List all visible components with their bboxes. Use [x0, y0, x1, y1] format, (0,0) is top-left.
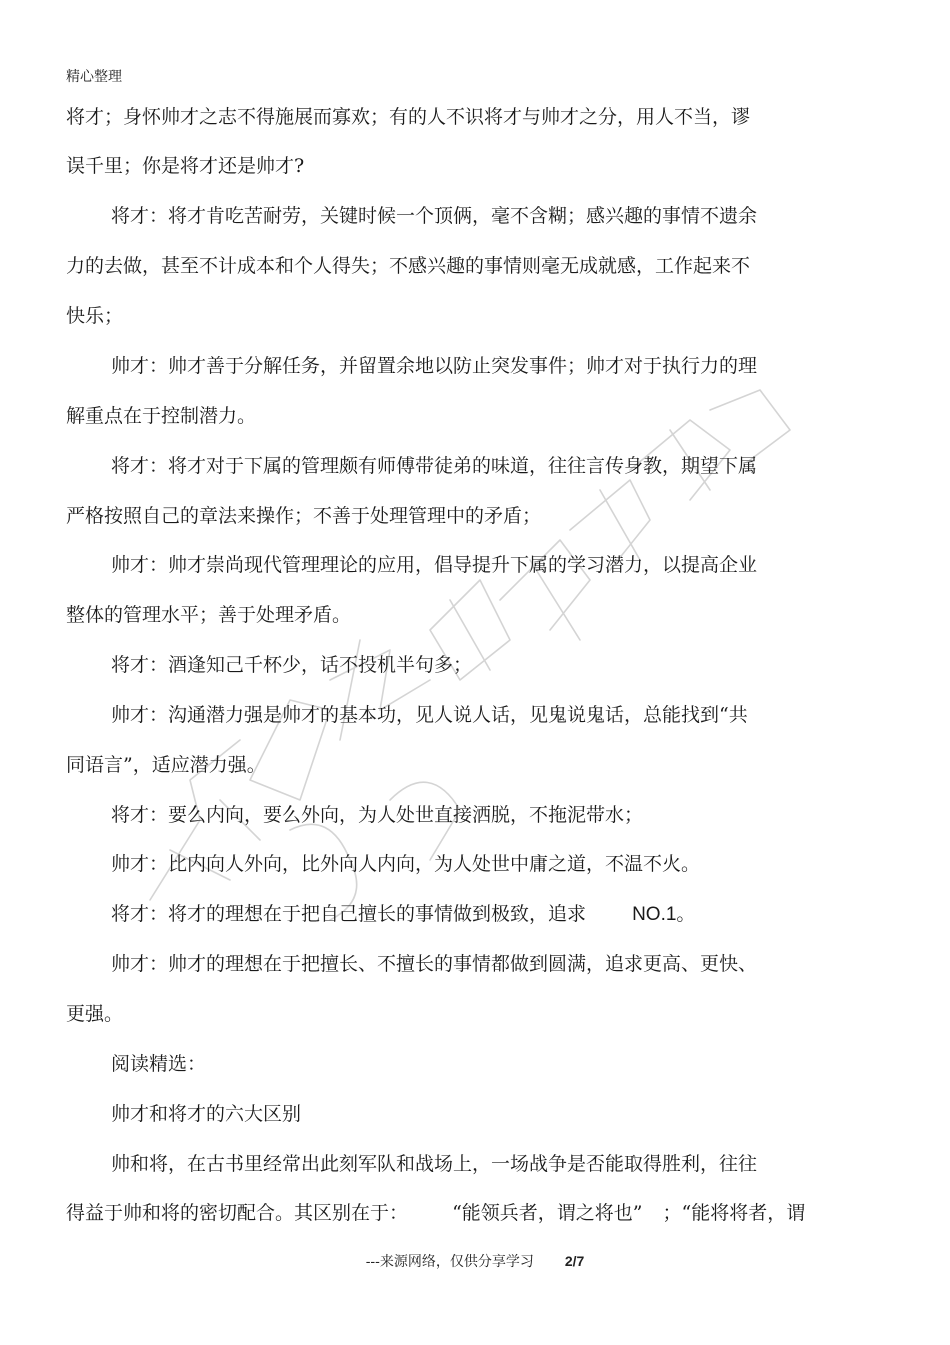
- paragraph-line: 整体的管理水平；善于处理矛盾。: [66, 604, 352, 626]
- paragraph-text: ；“能将将者，谓: [662, 1202, 806, 1224]
- paragraph-line: 帅才：帅才的理想在于把擅长、不擅长的事情都做到圆满，追求更高、更快、: [111, 953, 758, 975]
- paragraph-line: 严格按照自己的章法来操作；不善于处理管理中的矛盾；: [66, 505, 542, 527]
- section-label: 阅读精选：: [111, 1053, 207, 1075]
- paragraph-line: 误千里；你是将才还是帅才?: [66, 155, 305, 177]
- footer-source: ---来源网络，仅供分享学习: [365, 1254, 534, 1270]
- paragraph-line: 帅才：比内向人外向，比外向人内向，为人处世中庸之道，不温不火。: [111, 853, 701, 875]
- section-heading: 帅才和将才的六大区别: [111, 1103, 302, 1125]
- page-header: 精心整理: [66, 69, 122, 85]
- paragraph-line: 快乐；: [66, 305, 124, 327]
- paragraph-line: 帅才：帅才崇尚现代管理理论的应用，倡导提升下属的学习潜力，以提高企业: [111, 554, 758, 576]
- page-number: 2/7: [564, 1253, 585, 1269]
- quote-text: “能领兵者，谓之将也”: [452, 1202, 643, 1224]
- paragraph-line: 解重点在于控制潜力。: [66, 405, 257, 427]
- paragraph-line: 将才；身怀帅才之志不得施展而寡欢；有的人不识将才与帅才之分，用人不当，谬: [66, 106, 751, 128]
- paragraph-line: 力的去做，甚至不计成本和个人得失；不感兴趣的事情则毫无成就感，工作起来不: [66, 255, 751, 277]
- paragraph-line: [66, 1199, 805, 1227]
- page-footer: [0, 1252, 950, 1271]
- paragraph-line: 将才：将才肯吃苦耐劳，关键时候一个顶俩，毫不含糊；感兴趣的事情不遗余: [111, 205, 758, 227]
- paragraph-text: 得益于帅和将的密切配合。其区别在于：: [66, 1202, 409, 1224]
- paragraph-text: 将才：将才的理想在于把自己擅长的事情做到极致，追求: [111, 903, 587, 925]
- paragraph-line: [111, 900, 695, 929]
- paragraph-line: 帅和将，在古书里经常出此刻军队和战场上，一场战争是否能取得胜利，往往: [111, 1153, 758, 1175]
- paragraph-line: 将才：将才对于下属的管理颇有师傅带徒弟的味道，往往言传身教，期望下属: [111, 455, 758, 477]
- paragraph-line: 帅才：帅才善于分解任务，并留置余地以防止突发事件；帅才对于执行力的理: [111, 355, 758, 377]
- paragraph-line: 更强。: [66, 1003, 124, 1025]
- paragraph-line: 将才：酒逢知己千杯少，话不投机半句多；: [111, 654, 473, 676]
- paragraph-line: 同语言”，适应潜力强。: [66, 754, 266, 776]
- paragraph-text: NO.1。: [632, 904, 696, 925]
- paragraph-line: 帅才：沟通潜力强是帅才的基本功，见人说人话，见鬼说鬼话，总能找到“共: [111, 704, 748, 726]
- paragraph-line: 将才：要么内向，要么外向，为人处世直接洒脱，不拖泥带水；: [111, 804, 644, 826]
